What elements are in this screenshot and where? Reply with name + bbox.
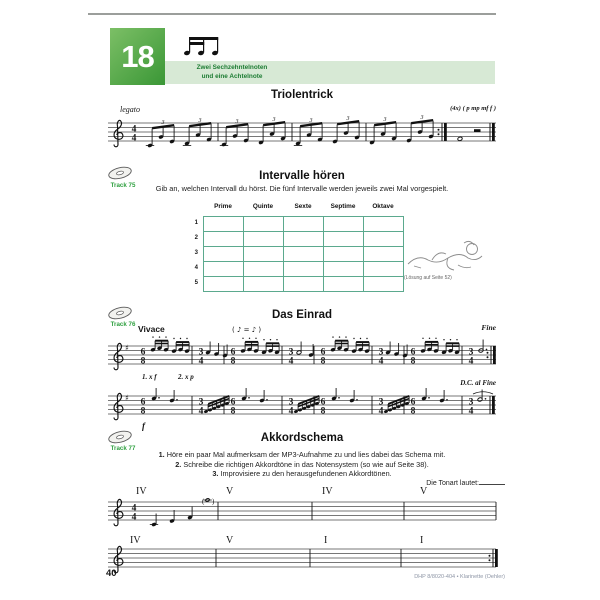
svg-text:6: 6 bbox=[320, 347, 326, 358]
music-staff-einrad-line2 bbox=[106, 376, 498, 432]
tonart-label: Die Tonart lautet: bbox=[426, 480, 479, 487]
step-text: Schreibe die richtigen Akkordtöne in das Notensystem (so wie auf Seite 38). bbox=[183, 459, 429, 469]
roman-numeral: V bbox=[420, 486, 428, 497]
page-number: 40 bbox=[106, 568, 117, 579]
row-number: 3 bbox=[194, 250, 198, 256]
music-staff-triolentrick bbox=[106, 99, 498, 163]
svg-text:4: 4 bbox=[288, 356, 294, 367]
fine-marking: Fine bbox=[481, 323, 496, 332]
row-number: 1 bbox=[194, 220, 198, 226]
interval-answer-cell bbox=[244, 247, 284, 262]
svg-text:8: 8 bbox=[320, 356, 326, 367]
svg-text:3: 3 bbox=[272, 117, 276, 123]
lesson-number-box bbox=[110, 28, 165, 85]
section-title-einrad: Das Einrad bbox=[271, 309, 333, 321]
tempo-marking: Vivace bbox=[138, 324, 165, 334]
interval-answer-cell bbox=[284, 277, 324, 292]
svg-text:3: 3 bbox=[383, 117, 387, 123]
treble-clef bbox=[114, 499, 123, 525]
svg-text:4: 4 bbox=[288, 406, 294, 417]
interval-answer-cell bbox=[364, 247, 404, 262]
svg-text:3: 3 bbox=[288, 397, 294, 408]
svg-text:(: ( bbox=[202, 497, 205, 506]
svg-text:4: 4 bbox=[378, 356, 384, 367]
ending-dynamics: (4x) ( p mp mf f ) bbox=[450, 105, 496, 112]
col-header: Prime bbox=[214, 203, 232, 210]
intervalle-instruction: Gib an, welchen Intervall du hörst. Die fünf Intervalle werden jeweils zwei Mal vorgespielt. bbox=[155, 184, 449, 193]
col-header: Septime bbox=[330, 203, 356, 210]
svg-text:3: 3 bbox=[420, 115, 424, 121]
row-number: 4 bbox=[194, 265, 198, 271]
svg-text:8: 8 bbox=[140, 356, 146, 367]
interval-answer-cell bbox=[204, 217, 244, 232]
roman-numeral: IV bbox=[136, 486, 147, 497]
roman-numeral: V bbox=[226, 486, 234, 497]
svg-text:4: 4 bbox=[131, 512, 137, 523]
svg-text:4: 4 bbox=[131, 124, 137, 135]
svg-text:6: 6 bbox=[320, 397, 326, 408]
col-header: Oktave bbox=[372, 203, 394, 210]
roman-numeral: IV bbox=[322, 486, 333, 497]
top-rule bbox=[88, 13, 496, 15]
svg-text:4: 4 bbox=[468, 406, 474, 417]
interval-answer-cell bbox=[364, 277, 404, 292]
lesson-number: 18 bbox=[121, 38, 154, 74]
svg-text:6: 6 bbox=[410, 347, 416, 358]
interval-answer-cell bbox=[324, 232, 364, 247]
svg-text:4: 4 bbox=[378, 406, 384, 417]
interval-answer-cell bbox=[364, 232, 404, 247]
roman-numeral: V bbox=[226, 535, 234, 546]
svg-text:8: 8 bbox=[410, 406, 416, 417]
svg-text:3: 3 bbox=[346, 116, 350, 122]
step-item bbox=[106, 460, 498, 470]
svg-text:6: 6 bbox=[140, 347, 146, 358]
row-number: 5 bbox=[194, 280, 198, 286]
two-sixteenth-notes-and-eighth-note-icon bbox=[180, 31, 228, 59]
svg-text:3: 3 bbox=[161, 120, 165, 126]
interval-answer-cell bbox=[324, 247, 364, 262]
interval-answer-cell bbox=[284, 232, 324, 247]
imprint-text: DHP 8/8020-404 • Klarinette (Oehler) bbox=[414, 574, 505, 580]
step-number: 1. bbox=[158, 450, 165, 459]
roman-numeral: IV bbox=[130, 535, 141, 546]
legato-marking: legato bbox=[120, 105, 140, 114]
roman-numeral: I bbox=[420, 535, 424, 546]
svg-text:8: 8 bbox=[230, 356, 236, 367]
svg-text:4: 4 bbox=[131, 503, 137, 514]
svg-text:3: 3 bbox=[288, 347, 294, 358]
svg-text:8: 8 bbox=[320, 406, 326, 417]
interval-answer-cell bbox=[284, 217, 324, 232]
svg-text:4: 4 bbox=[198, 406, 204, 417]
svg-text:6: 6 bbox=[410, 397, 416, 408]
lesson-subtitle-line2: und eine Achtelnote bbox=[201, 72, 263, 80]
music-staff-einrad-line1 bbox=[106, 320, 498, 382]
interval-table-grid bbox=[203, 216, 404, 292]
interval-answer-cell bbox=[364, 217, 404, 232]
lesson-subtitle-band bbox=[165, 61, 495, 84]
section-title-triolentrick: Triolentrick bbox=[271, 89, 333, 101]
track-label-75: Track 75 bbox=[110, 182, 136, 189]
interval-answer-cell bbox=[364, 262, 404, 277]
svg-text:4: 4 bbox=[468, 356, 474, 367]
solution-note: (Lösung auf Seite 52) bbox=[404, 275, 452, 281]
treble-clef bbox=[114, 393, 123, 419]
svg-text:3: 3 bbox=[378, 397, 384, 408]
swing-marking: ( ♪ = ♪ ) bbox=[232, 326, 262, 334]
section-title-intervalle: Intervalle hören bbox=[259, 170, 345, 182]
interval-answer-cell bbox=[204, 262, 244, 277]
step-number: 2. bbox=[175, 459, 182, 469]
svg-text:6: 6 bbox=[230, 397, 236, 408]
volta-dynamic-1: 1. x f bbox=[142, 373, 157, 381]
interval-answer-cell bbox=[284, 247, 324, 262]
svg-text:): ) bbox=[212, 497, 215, 506]
cartoon-illustration bbox=[402, 234, 488, 276]
svg-text:♯: ♯ bbox=[125, 343, 129, 353]
interval-answer-cell bbox=[244, 217, 284, 232]
interval-row-numbers bbox=[186, 216, 198, 291]
step-number: 3. bbox=[212, 469, 219, 479]
row-number: 2 bbox=[194, 235, 198, 241]
col-header: Quinte bbox=[252, 203, 274, 210]
track-label-76: Track 76 bbox=[110, 321, 136, 328]
svg-text:3: 3 bbox=[198, 118, 202, 124]
svg-text:8: 8 bbox=[410, 356, 416, 367]
lesson-subtitle-line1: Zwei Sechzehntelnoten bbox=[196, 64, 268, 71]
interval-answer-cell bbox=[284, 262, 324, 277]
akkordschema-steps bbox=[106, 450, 498, 479]
svg-text:8: 8 bbox=[230, 406, 236, 417]
svg-text:8: 8 bbox=[140, 406, 146, 417]
treble-clef bbox=[114, 120, 123, 146]
track-label-77: Track 77 bbox=[110, 445, 136, 452]
svg-text:6: 6 bbox=[140, 397, 146, 408]
svg-text:4: 4 bbox=[131, 133, 137, 144]
col-header: Sexte bbox=[294, 203, 312, 210]
interval-answer-cell bbox=[324, 277, 364, 292]
interval-answer-cell bbox=[244, 232, 284, 247]
interval-answer-cell bbox=[324, 262, 364, 277]
section-title-akkordschema: Akkordschema bbox=[260, 432, 344, 444]
treble-clef bbox=[114, 343, 123, 369]
interval-answer-cell bbox=[204, 277, 244, 292]
svg-text:3: 3 bbox=[309, 118, 313, 124]
svg-text:6: 6 bbox=[230, 347, 236, 358]
svg-text:4: 4 bbox=[198, 356, 204, 367]
music-staff-akkordschema-line2 bbox=[106, 533, 498, 579]
svg-text:3: 3 bbox=[468, 397, 474, 408]
interval-answer-cell bbox=[244, 277, 284, 292]
svg-text:♯: ♯ bbox=[125, 393, 129, 403]
roman-numeral: I bbox=[324, 535, 328, 546]
svg-text:3: 3 bbox=[198, 347, 204, 358]
interval-answer-cell bbox=[244, 262, 284, 277]
dc-al-fine-marking: D.C. al Fine bbox=[460, 379, 496, 387]
step-text: Höre ein paar Mal aufmerksam der MP3-Aufnahme zu und lies dabei das Schema mit. bbox=[166, 450, 446, 459]
interval-answer-cell bbox=[324, 217, 364, 232]
music-staff-akkordschema-line1 bbox=[106, 484, 498, 534]
svg-text:3: 3 bbox=[198, 397, 204, 408]
svg-text:3: 3 bbox=[235, 119, 239, 125]
interval-answer-cell bbox=[204, 247, 244, 262]
step-text: Improvisiere zu den herausgefundenen Akkordtönen. bbox=[220, 469, 392, 479]
interval-table-headers bbox=[203, 203, 403, 210]
svg-text:3: 3 bbox=[378, 347, 384, 358]
interval-answer-cell bbox=[204, 232, 244, 247]
step-item bbox=[106, 450, 498, 460]
volta-dynamic-2: 2. x p bbox=[178, 373, 194, 381]
svg-text:3: 3 bbox=[468, 347, 474, 358]
dynamic-f: f bbox=[142, 421, 145, 431]
